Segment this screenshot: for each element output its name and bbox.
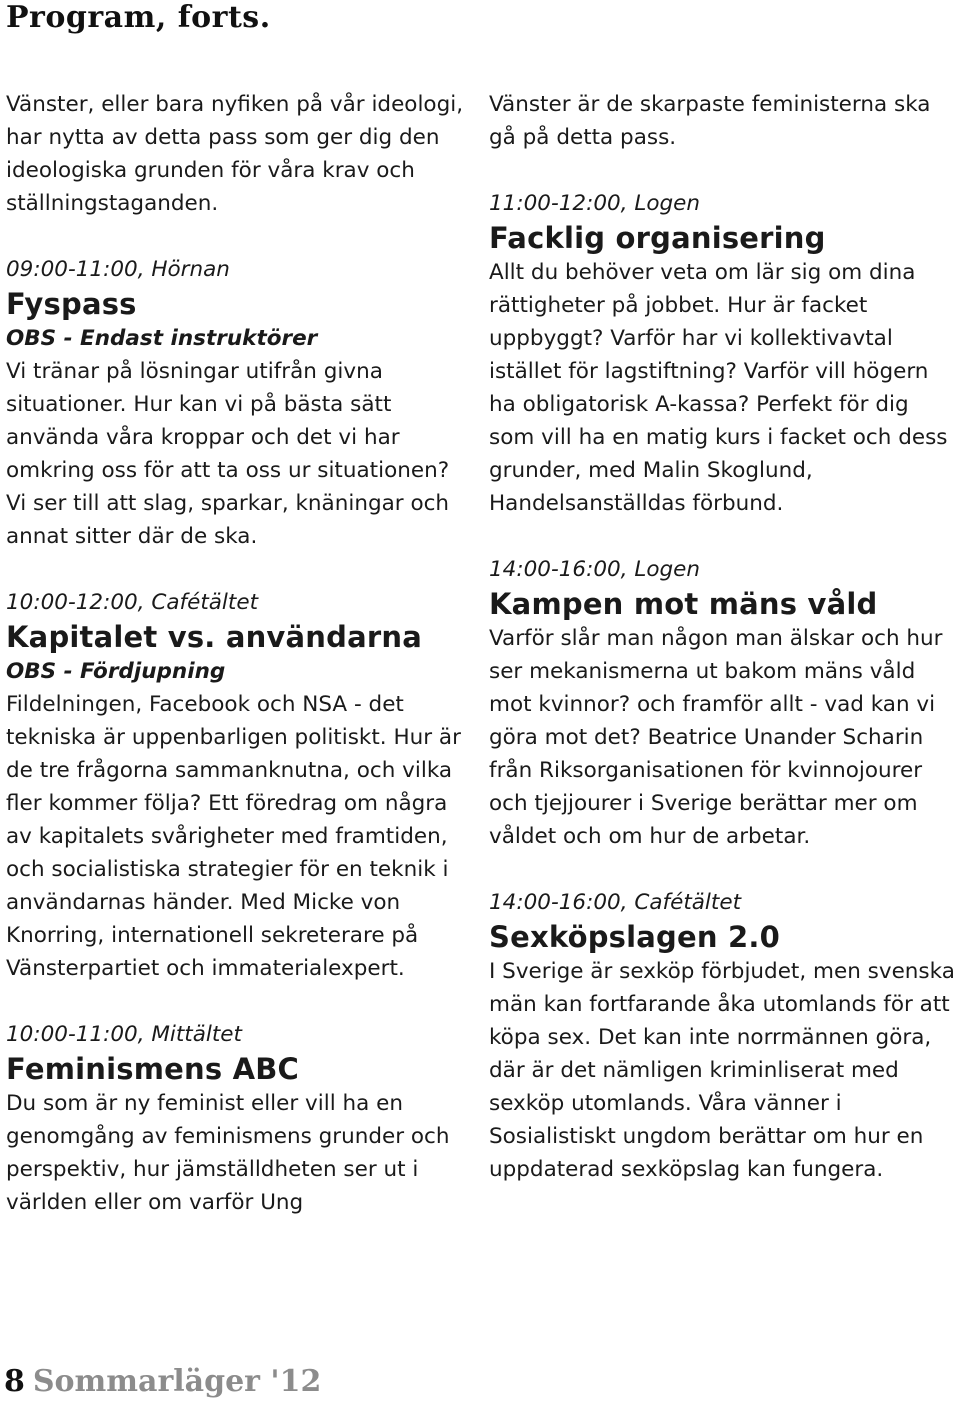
session-description: Du som är ny feminist eller vill ha en genomgång av feminismens grunder och perspektiv, hur jämställdheten ser ut i världen eller om varför Ung xyxy=(6,1091,450,1215)
page-title: Program, forts. xyxy=(6,0,271,35)
left-column xyxy=(6,88,474,1219)
page-number: 8 xyxy=(4,1364,25,1399)
session-kapitalet xyxy=(6,586,474,985)
session-facklig-organisering xyxy=(489,187,955,520)
session-title: Kampen mot mäns våld xyxy=(489,587,878,621)
session-sexkopslagen xyxy=(489,886,955,1186)
session-title: Facklig organisering xyxy=(489,221,826,255)
session-time: 14:00-16:00, Cafétältet xyxy=(489,890,741,915)
session-obs-note: OBS - Endast instruktörer xyxy=(6,326,318,351)
publication-name: Sommarläger '12 xyxy=(32,1364,322,1399)
session-description: Fildelningen, Facebook och NSA - det tekniska är uppenbarligen politiskt. Hur är de tre frågorna sammanknutna, och vilka fler kommer följa? Ett föredrag om några av kapitalets svårigheter med framtiden, och socialistiska strategier för en teknik i användarnas händer. Med Micke von Knorring, internationell sekreterare på Vänsterpartiet och immaterialexpert. xyxy=(6,692,461,981)
session-time: 10:00-12:00, Cafétältet xyxy=(6,590,258,615)
session-description: Allt du behöver veta om lär sig om dina rättigheter på jobbet. Hur är facket uppbyggt? Varför har vi kollektivavtal istället för lagstiftning? Varför vill högern ha obligatorisk A-kassa? Perfekt för dig som vill ha en matig kurs i facket och dess grunder, med Malin Skoglund, Handelsanställdas förbund. xyxy=(489,260,948,516)
session-fyspass xyxy=(6,253,474,553)
session-kampen-mot-mans-vald xyxy=(489,553,955,853)
session-time: 10:00-11:00, Mittältet xyxy=(6,1022,242,1047)
session-title: Feminismens ABC xyxy=(6,1052,300,1086)
session-time: 11:00-12:00, Logen xyxy=(489,191,700,216)
session-description: Vi tränar på lösningar utifrån givna situationer. Hur kan vi på bästa sätt använda våra kroppar och det vi har omkring oss för att ta oss ur situationen? Vi ser till att slag, sparkar, knäningar och annat sitter där de ska. xyxy=(6,359,450,549)
session-description: I Sverige är sexköp förbjudet, men svenska män kan fortfarande åka utomlands för att köpa sex. Det kan inte norrmännen göra, där är det nämligen kriminliserat med sexköp utomlands. Våra vänner i Sosialistiskt ungdom berättar om hur en uppdaterad sexköpslag kan fungera. xyxy=(489,959,955,1182)
continuation-text: Vänster är de skarpaste feministerna ska gå på detta pass. xyxy=(489,92,931,150)
session-title: Fyspass xyxy=(6,287,137,321)
session-feminismens-abc xyxy=(6,1018,474,1219)
intro-text: Vänster, eller bara nyfiken på vår ideologi, har nytta av detta pass som ger dig den ideologiska grunden för våra krav och ställningstaganden. xyxy=(6,92,464,216)
page-footer xyxy=(4,1364,321,1399)
session-obs-note: OBS - Fördjupning xyxy=(6,659,226,684)
right-column xyxy=(489,88,955,1186)
session-description: Varför slår man någon man älskar och hur ser mekanismerna ut bakom mäns våld mot kvinnor? och framför allt - vad kan vi göra mot det? Beatrice Unander Scharin från Riksorganisationen för kvinnojourer och tjejjourer i Sverige berättar mer om våldet och om hur de arbetar. xyxy=(489,626,943,849)
session-time: 09:00-11:00, Hörnan xyxy=(6,257,230,282)
session-title: Sexköpslagen 2.0 xyxy=(489,920,780,954)
session-time: 14:00-16:00, Logen xyxy=(489,557,700,582)
session-title: Kapitalet vs. användarna xyxy=(6,620,422,654)
